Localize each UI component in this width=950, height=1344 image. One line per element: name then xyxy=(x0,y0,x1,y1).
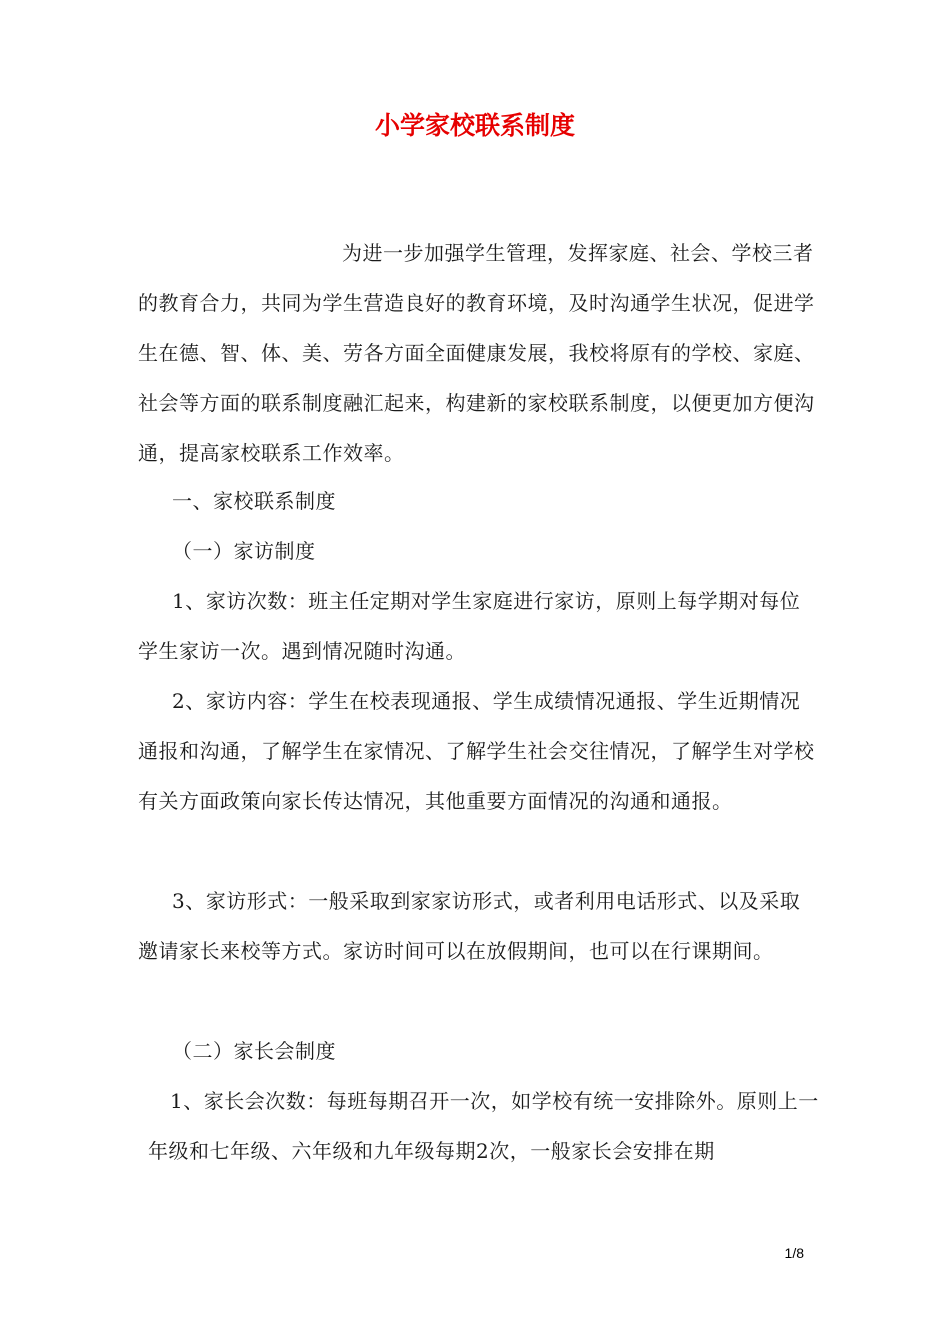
home-visit-item-1: 1、家访次数：班主任定期对学生家庭进行家访，原则上每学期对每位学生家访一次。遇到情况随时沟通。 xyxy=(138,589,801,663)
home-visit-item-3: 3、家访形式：一般采取到家家访形式，或者利用电话形式、以及采取邀请家长来校等方式。家访时间可以在放假期间，也可以在行课期间。 xyxy=(138,889,801,963)
home-visit-item-2: 2、家访内容：学生在校表现通报、学生成绩情况通报、学生近期情况通报和沟通，了解学生在家情况、了解学生社会交往情况，了解学生对学校有关方面政策向家长传达情况，其他重要方面情况的沟通和通报。 xyxy=(138,689,815,813)
intro-paragraph: 为进一步加强学生管理，发挥家庭、社会、学校三者的教育合力，共同为学生营造良好的教育环境，及时沟通学生状况，促进学生在德、智、体、美、劳各方面全面健康发展，我校将原有的学校、家庭、社会等方面的联系制度融汇起来，构建新的家校联系制度，以便更加方便沟通，提高家校联系工作效率。 xyxy=(138,241,815,465)
document-title: 小学家校联系制度 xyxy=(374,111,575,140)
subsection-heading-home-visit: （一）家访制度 xyxy=(172,539,316,563)
page-number: 1/8 xyxy=(784,1245,804,1261)
subsection-heading-parent-meeting: （二）家长会制度 xyxy=(172,1039,336,1063)
section-heading-1: 一、家校联系制度 xyxy=(172,489,336,513)
parent-meeting-item-1: 1、家长会次数：每班每期召开一次，如学校有统一安排除外。原则上一年级和七年级、六年级和九年级每期2次，一般家长会安排在期 xyxy=(148,1089,819,1163)
